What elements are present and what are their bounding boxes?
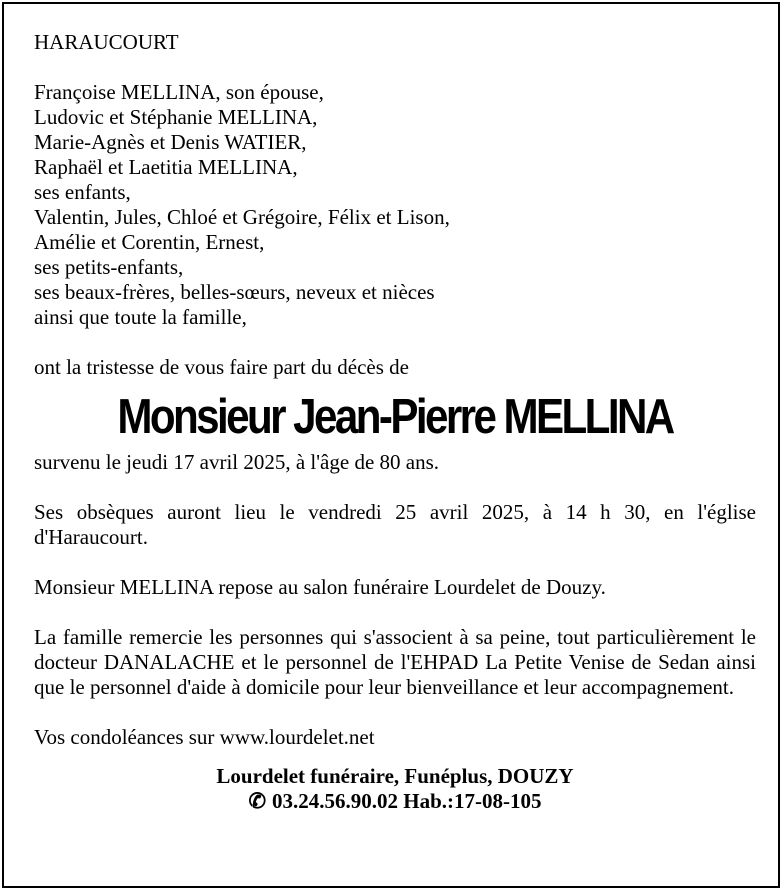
funeral-home-phone [34, 789, 756, 814]
rest-info: Monsieur MELLINA repose au salon funéraire Lourdelet de Douzy. [34, 575, 606, 599]
announcement: ont la tristesse de vous faire part du décès de [34, 355, 409, 379]
family-line: Françoise MELLINA, son épouse, [34, 80, 324, 104]
family-line: Marie-Agnès et Denis WATIER, [34, 130, 307, 154]
family-line: ainsi que toute la famille, [34, 305, 247, 329]
condolences: Vos condoléances sur www.lourdelet.net [34, 725, 375, 749]
family-line: Valentin, Jules, Chloé et Grégoire, Félix et Lison, [34, 205, 450, 229]
family-line: ses enfants, [34, 180, 131, 204]
funeral-home-name: Lourdelet funéraire, Funéplus, DOUZY [216, 764, 574, 788]
obituary-notice [2, 2, 780, 888]
family-line: ses petits-enfants, [34, 255, 184, 279]
spacer [34, 55, 756, 80]
family-line: ses beaux-frères, belles-sœurs, neveux et nièces [34, 280, 435, 304]
family-line: Raphaël et Laetitia MELLINA, [34, 155, 298, 179]
thanks-paragraph: La famille remercie les personnes qui s'associent à sa peine, tout particulièrement le docteur DANALACHE et le personnel de l'EHPAD La Petite Venise de Sedan ainsi que le personnel d'aide à domicile pour leur bienveillance et leur accompagnement. [34, 625, 756, 699]
death-info: survenu le jeudi 17 avril 2025, à l'âge de 80 ans. [34, 450, 440, 474]
phone-number: 03.24.56.90.02 Hab.:17-08-105 [272, 789, 542, 813]
family-list [34, 80, 756, 330]
family-line: Ludovic et Stéphanie MELLINA, [34, 105, 318, 129]
deceased-name: Monsieur Jean-Pierre MELLINA [117, 390, 673, 444]
spacer [34, 600, 756, 625]
spacer [34, 700, 756, 725]
funeral-home-footer [34, 764, 756, 814]
location: HARAUCOURT [34, 30, 179, 54]
notice-content [34, 30, 756, 814]
phone-icon: ✆ [248, 789, 267, 813]
spacer [34, 475, 756, 500]
spacer [34, 330, 756, 355]
funeral-info: Ses obsèques auront lieu le vendredi 25 avril 2025, à 14 h 30, en l'église d'Haraucourt. [34, 500, 756, 549]
family-line: Amélie et Corentin, Ernest, [34, 230, 265, 254]
spacer [34, 550, 756, 575]
